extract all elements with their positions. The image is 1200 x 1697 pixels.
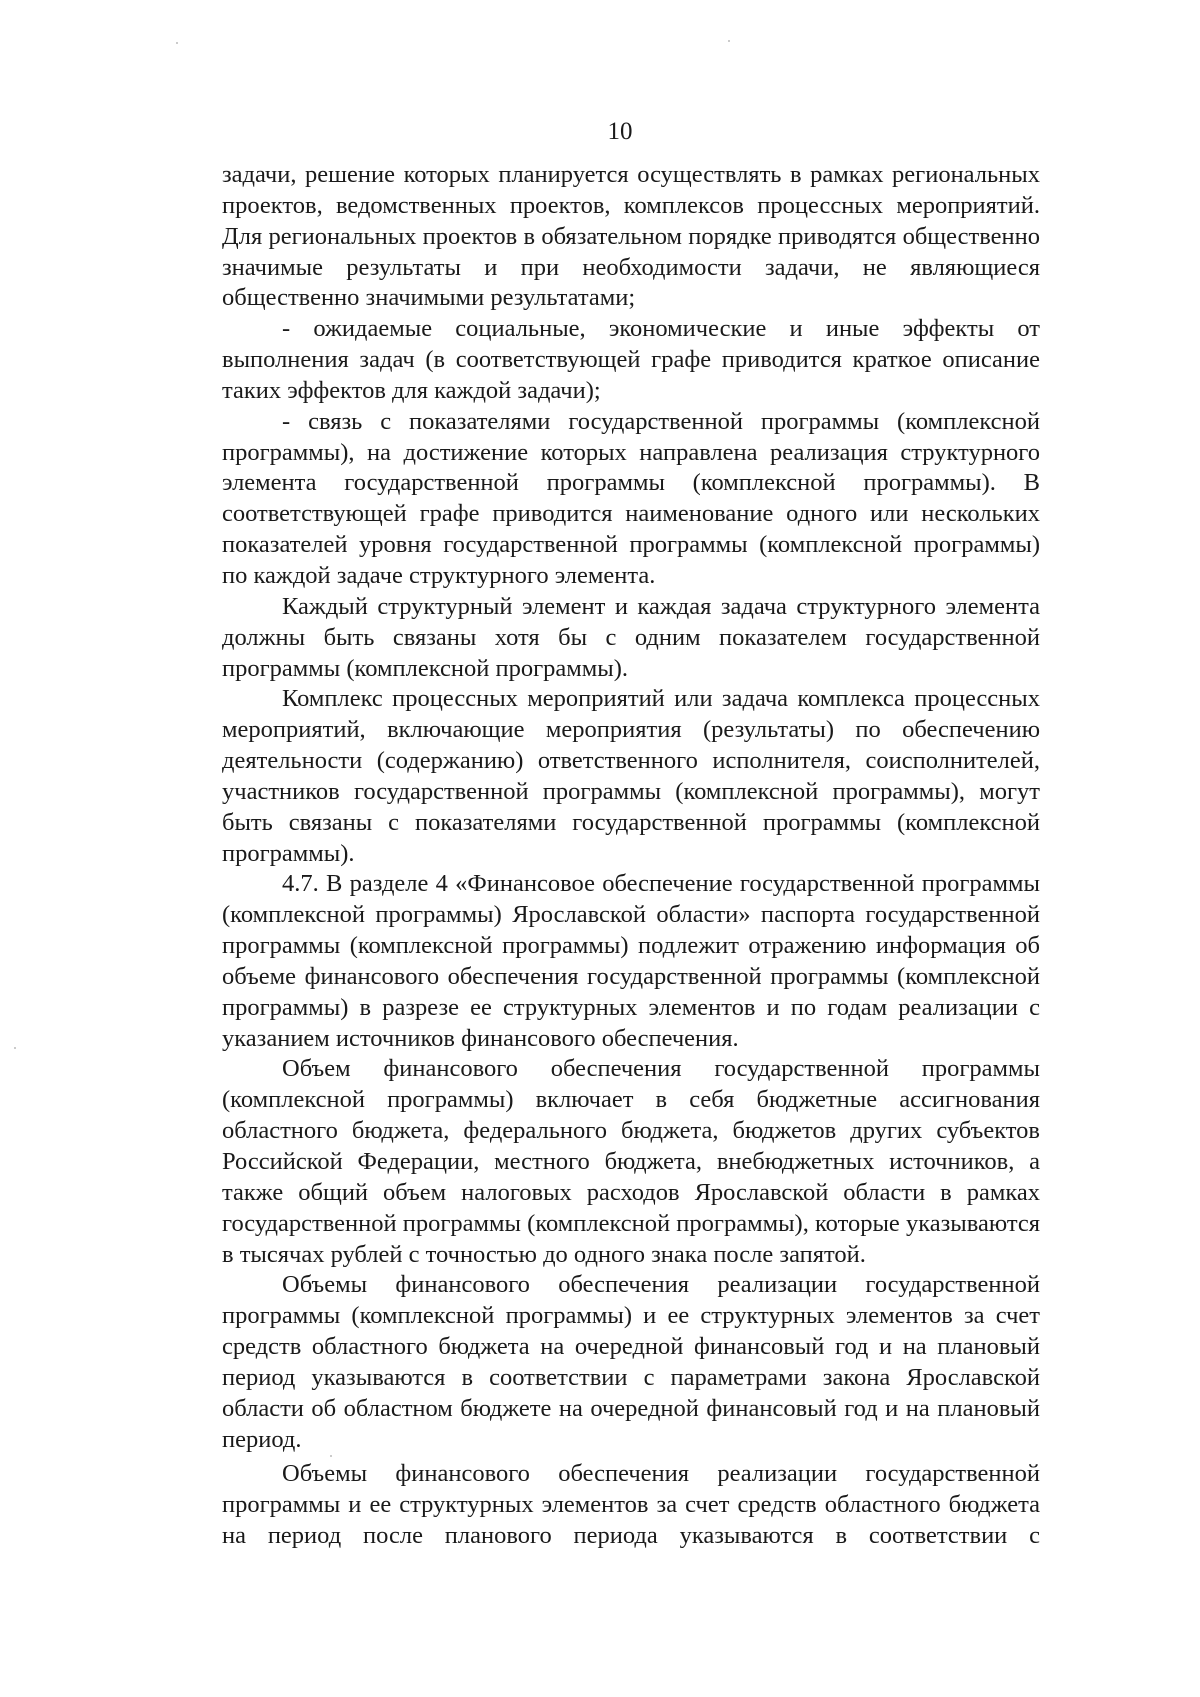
- scan-speck: [176, 42, 178, 44]
- scan-speck: [14, 1047, 16, 1049]
- paragraph-section-4-7: 4.7. В разделе 4 «Финансовое обеспечение государственной программы (комплексной программы) Ярославской области» паспорта государственной программы (комплексной программы) подлежит отражению информация об объеме финансового обеспечения государственной программы (комплексной программы) в разрезе ее структурных элементов и по годам реализации с указанием источников финансового обеспечения.: [222, 870, 1040, 1052]
- paragraph-regional-budget-planned: Объемы финансового обеспечения реализации государственной программы (комплексной программы) и ее структурных элементов за счет средств областного бюджета на очередной финансовый год и на плановый период указываются в соответствии с параметрами закона Ярославской области об областном бюджете на очередной финансовый год и на плановый период.: [222, 1271, 1040, 1453]
- page-number: 10: [607, 118, 633, 145]
- paragraph-funding-volume: Объем финансового обеспечения государственной программы (комплексной программы) включает в себя бюджетные ассигнования областного бюджета, федерального бюджета, бюджетов других субъектов Российской Федерации, местного бюджета, внебюджетных источников, а также общий объем налоговых расходов Ярославской области в рамках государственной программы (комплексной программы), которые указываются в тысячах рублей с точностью до одного знака после запятой.: [222, 1055, 1040, 1268]
- list-item-indicator-link: - связь с показателями государственной программы (комплексной программы), на достижение которых направлена реализация структурного элемента государственной программы (комплексной программы). В соответствующей графе приводится наименование одного или нескольких показателей уровня государственной программы (комплексной программы) по каждой задаче структурного элемента.: [222, 407, 1040, 589]
- paragraph-continued-tasks: задачи, решение которых планируется осуществлять в рамках региональных проектов, ведомственных проектов, комплексов процессных мероприятий. Для региональных проектов в обязательном порядке приводятся общественно значимые результаты и при необходимости задачи, не являющиеся общественно значимыми результатами;: [222, 161, 1040, 312]
- document-body: [222, 160, 1040, 1552]
- scan-speck: [330, 1455, 332, 1457]
- paragraph-regional-budget-after-plan: Объемы финансового обеспечения реализации государственной программы и ее структурных элементов за счет средств областного бюджета на период после планового периода указываются в соответствии с: [222, 1460, 1040, 1550]
- scan-speck: [728, 40, 730, 42]
- paragraph-process-complex: Комплекс процессных мероприятий или задача комплекса процессных мероприятий, включающие мероприятия (результаты) по обеспечению деятельности (содержанию) ответственного исполнителя, соисполнителей, участников государственной программы (комплексной программы), могут быть связаны с показателями государственной программы (комплексной программы).: [222, 685, 1040, 867]
- list-item-expected-effects: - ожидаемые социальные, экономические и иные эффекты от выполнения задач (в соответствующей графе приводится краткое описание таких эффектов для каждой задачи);: [222, 315, 1040, 404]
- paragraph-element-linkage: Каждый структурный элемент и каждая задача структурного элемента должны быть связаны хотя бы с одним показателем государственной программы (комплексной программы).: [222, 592, 1040, 682]
